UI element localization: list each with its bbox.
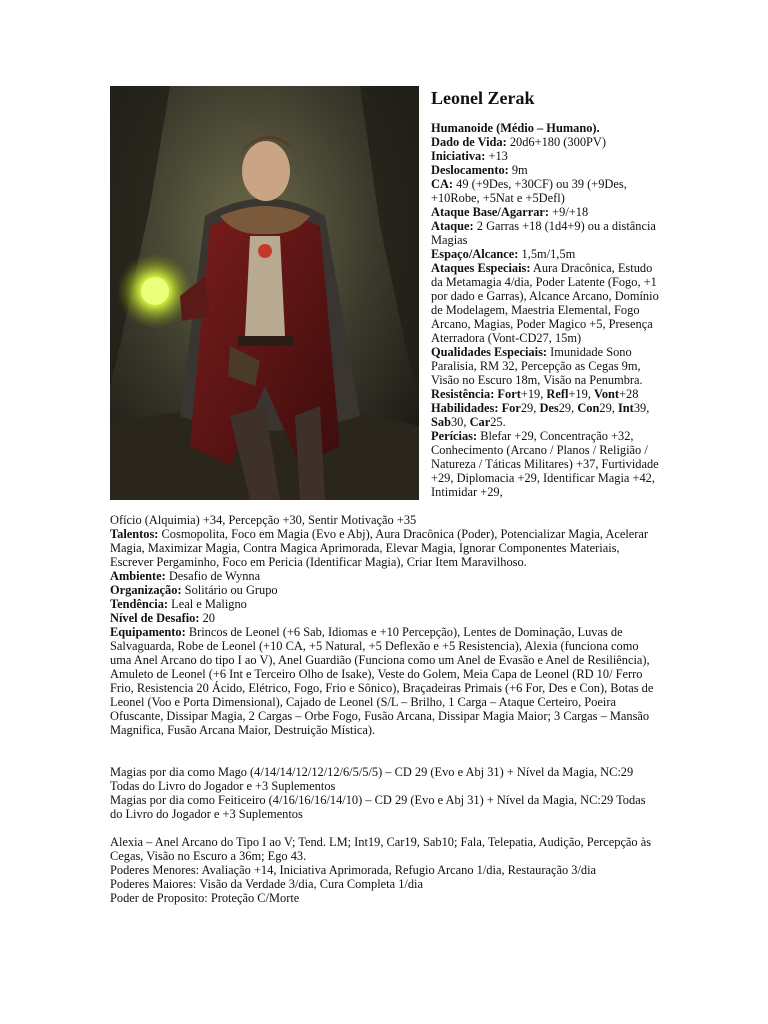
stat-tendencia: Tendência: Leal e Maligno bbox=[110, 597, 247, 611]
alexia-poderes-menores: Poderes Menores: Avaliação +14, Iniciativa Aprimorada, Refugio Arcano 1/dia, Restauração 3/dia bbox=[110, 863, 597, 877]
stat-block-right bbox=[431, 86, 667, 499]
alexia-poderes-maiores: Poderes Maiores: Visão da Verdade 3/dia, Cura Completa 1/dia bbox=[110, 877, 423, 891]
stat-pericias: Perícias: Blefar +29, Concentração +32, Conhecimento (Arcano / Planos / Religião / Natureza / Táticas Militares) +37, Furtividade +29, Diplomacia +29, Identificar Magia +42, Intimidar +29, bbox=[431, 429, 659, 499]
character-name: Leonel Zerak bbox=[431, 88, 535, 108]
stats-list bbox=[431, 135, 667, 499]
spells-mago: Magias por dia como Mago (4/14/14/12/12/12/6/5/5/5) – CD 29 (Evo e Abj 31) + Nível da Magia, NC:29 Todas do Livro do Jogador e +3 Suplementos bbox=[110, 765, 634, 793]
stat-iniciativa: Iniciativa: +13 bbox=[431, 149, 508, 163]
stat-deslocamento: Deslocamento: 9m bbox=[431, 163, 528, 177]
stat-ataque-base: Ataque Base/Agarrar: +9/+18 bbox=[431, 205, 589, 219]
stat-block-bottom bbox=[110, 513, 658, 905]
spells-feiticeiro: Magias por dia como Feiticeiro (4/16/16/16/14/10) – CD 29 (Evo e Abj 31) + Nível da Magia, NC:29 Todas do Livro do Jogador e +3 Suplementos bbox=[110, 793, 646, 821]
stat-equipamento: Equipamento: Brincos de Leonel (+6 Sab, Idiomas e +10 Percepção), Lentes de Dominação, Luvas de Salvaguarda, Robe de Leonel (+10 CA, +5 Natural, +5 Deflexão e +5 Resistencia), Alexia (funciona como uma Anel Arcano do tipo I ao V), Anel Guardião (Funciona como um Anel de Evasão e Anel de Resiliência), Amuleto de Leonel (+6 Int e Terceiro Olho de Isake), Veste do Golem, Meia Capa de Leonel (RD 10/ Ferro Frio, Resistencia 20 Ácido, Elétrico, Fogo, Frio e Sônico), Braçadeiras Primais (+6 For, Des e Con), Botas de Leonel (Voo e Porta Dimensional), Cajado de Leonel (S/L – Brilho, 1 Carga – Ataque Certeiro, Poeira Ofuscante, Dissipar Magia, 2 Cargas – Orbe Fogo, Fusão Arcana, Dissipar Magia Maior; 3 Cargas – Mansão Magnifica, Fusão Arcana Maior, Destruição Mística). bbox=[110, 625, 654, 737]
stat-resistencia: Resistência: Fort+19, Refl+19, Vont+28 bbox=[431, 387, 639, 401]
stat-ataques-especiais: Ataques Especiais: Aura Dracônica, Estudo da Metamagia 4/dia, Poder Latente (Fogo, +1 por dado e Garras), Alcance Arcano, Domínio de Modelagem, Maestria Elemental, Fogo Arcano, Magias, Poder Magico +5, Presença Aterradora (Vont-CD27, 15m) bbox=[431, 261, 659, 345]
stat-ambiente: Ambiente: Desafio de Wynna bbox=[110, 569, 261, 583]
stat-dado-vida: Dado de Vida: 20d6+180 (300PV) bbox=[431, 135, 606, 149]
stat-talentos: Talentos: Cosmopolita, Foco em Magia (Evo e Abj), Aura Dracônica (Poder), Potencializar Magia, Acelerar Magia, Maximizar Magia, Contra Magica Aprimorada, Elevar Magia, Ignorar Componentes Materiais, Escrever Pergaminho, Foco em Pericia (Identificar Magia), Criar Item Maravilhoso. bbox=[110, 527, 649, 569]
alexia-poder-proposito: Poder de Proposito: Proteção C/Morte bbox=[110, 891, 300, 905]
type-line: Humanoide (Médio – Humano). bbox=[431, 121, 600, 135]
stat-pericias-cont: Ofício (Alquimia) +34, Percepção +30, Sentir Motivação +35 bbox=[110, 513, 417, 527]
stat-ataque: Ataque: 2 Garras +18 (1d4+9) ou a distância Magias bbox=[431, 219, 656, 247]
stat-organizacao: Organização: Solitário ou Grupo bbox=[110, 583, 278, 597]
stat-habilidades: Habilidades: For29, Des29, Con29, Int39, Sab30, Car25. bbox=[431, 401, 650, 429]
stat-ca: CA: 49 (+9Des, +30CF) ou 39 (+9Des, +10Robe, +5Nat e +5Defl) bbox=[431, 177, 627, 205]
stat-nivel-desafio: Nível de Desafio: 20 bbox=[110, 611, 215, 625]
alexia-description: Alexia – Anel Arcano do Tipo I ao V; Tend. LM; Int19, Car19, Sab10; Fala, Telepatia, Audição, Percepção às Cegas, Visão no Escuro a 36m; Ego 43. bbox=[110, 835, 652, 863]
stat-qualidades-especiais: Qualidades Especiais: Imunidade Sono Paralisia, RM 32, Percepção as Cegas 9m, Visão no Escuro 18m, Visão na Penumbra. bbox=[431, 345, 643, 387]
character-portrait bbox=[110, 86, 419, 500]
stat-espaco: Espaço/Alcance: 1,5m/1,5m bbox=[431, 247, 576, 261]
